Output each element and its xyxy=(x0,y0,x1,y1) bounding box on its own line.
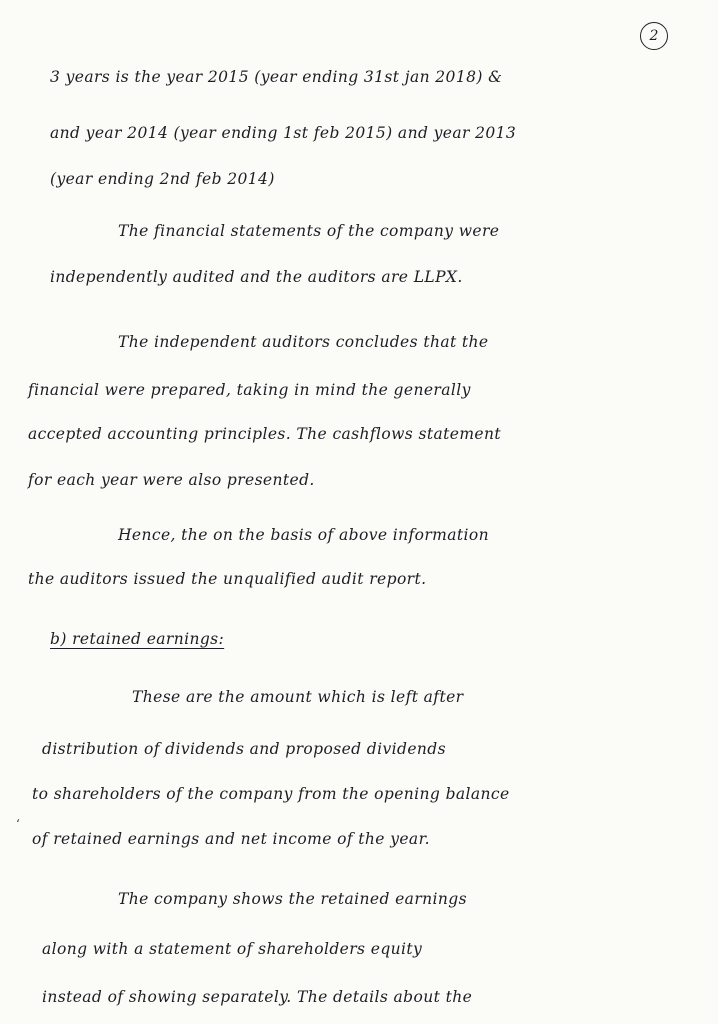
note-line-4: The financial statements of the company were xyxy=(118,222,500,240)
note-line-17: The company shows the retained earnings xyxy=(118,890,467,908)
note-line-14: distribution of dividends and proposed dividends xyxy=(42,740,446,758)
note-line-7: financial were prepared, taking in mind the generally xyxy=(28,381,471,399)
section-heading-retained-earnings: b) retained earnings: xyxy=(50,630,225,648)
note-line-9: for each year were also presented. xyxy=(28,471,315,489)
note-line-5: independently audited and the auditors are LLPX. xyxy=(50,268,463,286)
note-line-10: Hence, the on the basis of above information xyxy=(118,526,490,544)
note-line-2: and year 2014 (year ending 1st feb 2015) and year 2013 xyxy=(50,124,517,142)
note-line-1: 3 years is the year 2015 (year ending 31st jan 2018) & xyxy=(50,68,503,86)
margin-tick-mark: ‘ xyxy=(16,817,20,831)
note-line-19: instead of showing separately. The details about the xyxy=(42,988,473,1006)
note-line-16: of retained earnings and net income of the year. xyxy=(32,830,431,848)
note-line-15: to shareholders of the company from the opening balance xyxy=(32,785,510,803)
note-line-11: the auditors issued the unqualified audit report. xyxy=(28,570,427,588)
note-line-6: The independent auditors concludes that the xyxy=(118,333,489,351)
note-line-3: (year ending 2nd feb 2014) xyxy=(50,170,275,188)
note-line-18: along with a statement of shareholders equity xyxy=(42,940,423,958)
note-line-8: accepted accounting principles. The cashflows statement xyxy=(28,425,501,443)
page-number: 2 xyxy=(640,22,668,50)
note-line-13: These are the amount which is left after xyxy=(132,688,464,706)
